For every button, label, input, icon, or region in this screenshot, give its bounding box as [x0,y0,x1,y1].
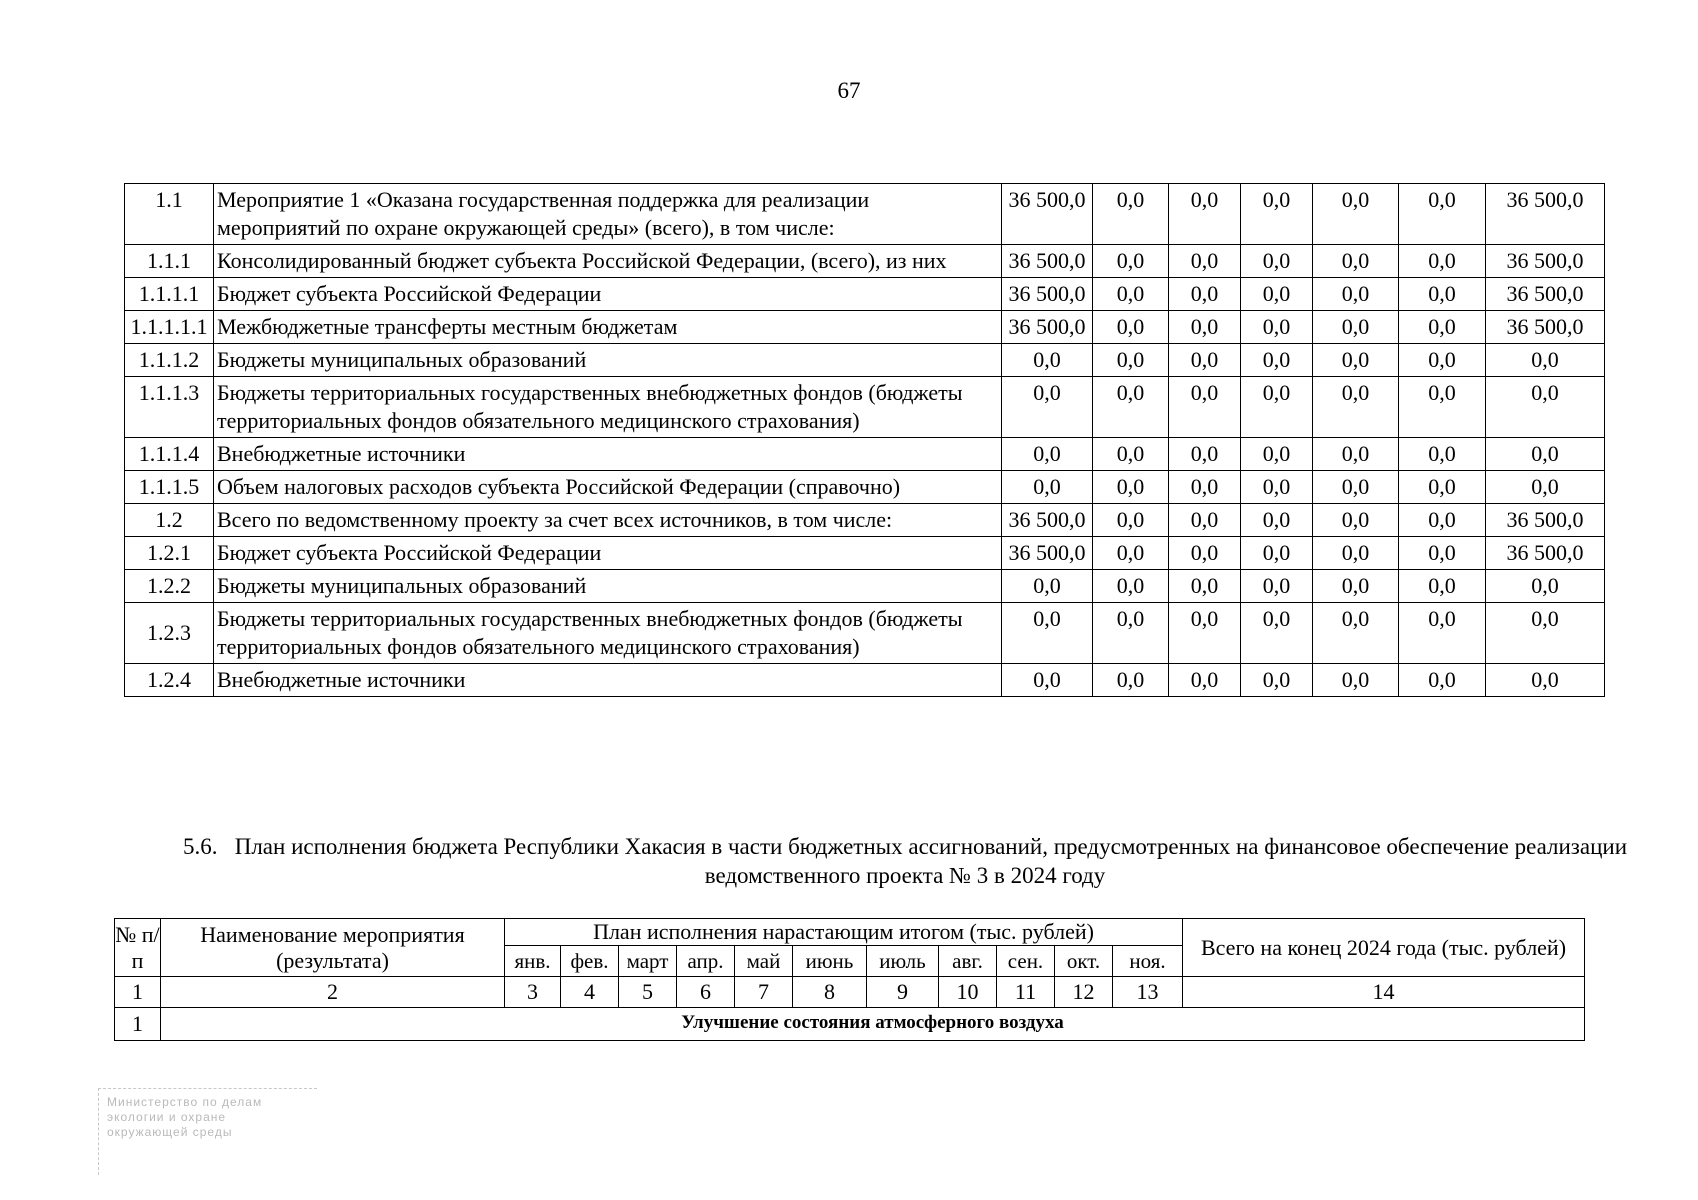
month-header: март [619,946,677,977]
row-name: Бюджет субъекта Российской Федерации [214,537,1002,570]
row-value: 0,0 [1313,184,1399,245]
section-row-number: 1 [115,1008,161,1041]
row-name: Объем налоговых расходов субъекта Российской Федерации (справочно) [214,471,1002,504]
row-value: 0,0 [1002,471,1093,504]
row-name: Консолидированный бюджет субъекта Российской Федерации, (всего), из них [214,245,1002,278]
row-value: 36 500,0 [1486,245,1605,278]
row-value: 0,0 [1313,278,1399,311]
month-header: окт. [1055,946,1113,977]
row-number: 1.2.4 [125,664,214,697]
column-index: 6 [677,977,735,1008]
row-value: 0,0 [1093,278,1169,311]
row-value: 0,0 [1169,570,1241,603]
row-name: Бюджеты муниципальных образований [214,570,1002,603]
row-value: 36 500,0 [1002,278,1093,311]
row-value: 36 500,0 [1486,278,1605,311]
section-title: План исполнения бюджета Республики Хакасия в части бюджетных ассигнований, предусмотренных на финансовое обеспечение реализации ведомственного проекта № 3 в 2024 году [234,834,1628,888]
table-row [125,278,1605,311]
stamp-line: экологии и охране [107,1110,227,1124]
month-header: май [735,946,793,977]
row-value: 0,0 [1486,570,1605,603]
row-value: 0,0 [1241,537,1313,570]
section-row-title: Улучшение состояния атмосферного воздуха [161,1008,1585,1041]
row-value: 36 500,0 [1486,184,1605,245]
row-value: 0,0 [1313,603,1399,664]
column-index: 13 [1113,977,1183,1008]
section-number: 5.6. [182,834,218,859]
row-value: 0,0 [1399,664,1486,697]
table-row [125,438,1605,471]
row-value: 0,0 [1093,603,1169,664]
column-index: 7 [735,977,793,1008]
row-number: 1.1.1.3 [125,377,214,438]
row-value: 0,0 [1241,570,1313,603]
row-value: 0,0 [1399,311,1486,344]
row-value: 0,0 [1093,311,1169,344]
row-name: Бюджеты территориальных государственных внебюджетных фондов (бюджеты территориальных фондов обязательного медицинского страхования) [214,603,1002,664]
column-index: 10 [939,977,997,1008]
month-header: ноя. [1113,946,1183,977]
row-value: 0,0 [1241,344,1313,377]
row-value: 0,0 [1169,245,1241,278]
row-number: 1.2.1 [125,537,214,570]
column-index: 5 [619,977,677,1008]
table-row [125,344,1605,377]
column-index: 8 [793,977,867,1008]
funding-table [124,183,1605,697]
row-number: 1.1.1.1 [125,278,214,311]
row-value: 0,0 [1313,664,1399,697]
stamp-line: Министерство по делам [107,1095,263,1109]
row-value: 0,0 [1399,537,1486,570]
row-value: 0,0 [1399,245,1486,278]
row-value: 0,0 [1486,664,1605,697]
row-value: 0,0 [1313,537,1399,570]
row-value: 0,0 [1399,570,1486,603]
row-value: 0,0 [1002,438,1093,471]
row-value: 0,0 [1399,184,1486,245]
row-number: 1.1 [125,184,214,245]
column-index: 2 [161,977,505,1008]
row-value: 0,0 [1002,344,1093,377]
header-row [115,919,1585,946]
section-heading [180,832,1630,890]
row-value: 0,0 [1399,438,1486,471]
row-value: 0,0 [1169,377,1241,438]
column-index: 9 [867,977,939,1008]
month-header: июль [867,946,939,977]
row-value: 0,0 [1093,570,1169,603]
row-value: 0,0 [1241,664,1313,697]
row-value: 0,0 [1093,245,1169,278]
row-name: Всего по ведомственному проекту за счет всех источников, в том числе: [214,504,1002,537]
row-value: 36 500,0 [1002,311,1093,344]
table-row [125,245,1605,278]
row-value: 0,0 [1169,471,1241,504]
table-row [125,603,1605,664]
row-value: 0,0 [1313,438,1399,471]
table-row [125,377,1605,438]
column-index: 14 [1183,977,1585,1008]
section-row [115,1008,1585,1041]
faded-stamp [98,1088,317,1175]
row-value: 0,0 [1399,471,1486,504]
row-number: 1.1.1.5 [125,471,214,504]
row-number: 1.2.2 [125,570,214,603]
row-name: Бюджеты муниципальных образований [214,344,1002,377]
row-number: 1.1.1.1.1 [125,311,214,344]
row-value: 0,0 [1486,471,1605,504]
row-value: 0,0 [1093,438,1169,471]
column-index: 3 [505,977,561,1008]
row-value: 0,0 [1169,278,1241,311]
row-value: 0,0 [1169,664,1241,697]
column-index: 4 [561,977,619,1008]
row-number: 1.2.3 [125,603,214,664]
header-total: Всего на конец 2024 года (тыс. рублей) [1183,919,1585,977]
page-number: 67 [837,78,861,103]
month-header: июнь [793,946,867,977]
table-row [125,664,1605,697]
row-value: 0,0 [1399,603,1486,664]
row-value: 0,0 [1093,344,1169,377]
table-row [125,184,1605,245]
row-value: 0,0 [1313,570,1399,603]
row-value: 0,0 [1399,278,1486,311]
row-value: 0,0 [1313,311,1399,344]
row-value: 0,0 [1241,311,1313,344]
row-value: 0,0 [1399,504,1486,537]
table-row [125,471,1605,504]
row-value: 0,0 [1486,438,1605,471]
row-value: 36 500,0 [1002,245,1093,278]
month-header: янв. [505,946,561,977]
row-value: 0,0 [1093,184,1169,245]
row-value: 36 500,0 [1002,504,1093,537]
column-index: 1 [115,977,161,1008]
row-value: 0,0 [1093,504,1169,537]
column-index-row [115,977,1585,1008]
row-number: 1.2 [125,504,214,537]
row-value: 0,0 [1399,377,1486,438]
month-header: апр. [677,946,735,977]
row-value: 0,0 [1093,537,1169,570]
row-value: 0,0 [1093,664,1169,697]
row-value: 36 500,0 [1002,184,1093,245]
row-value: 0,0 [1002,603,1093,664]
row-value: 0,0 [1313,377,1399,438]
row-value: 0,0 [1241,245,1313,278]
row-value: 0,0 [1169,344,1241,377]
row-value: 0,0 [1093,471,1169,504]
row-value: 0,0 [1002,377,1093,438]
table-row [125,311,1605,344]
row-value: 0,0 [1169,504,1241,537]
row-value: 36 500,0 [1486,311,1605,344]
row-name: Бюджет субъекта Российской Федерации [214,278,1002,311]
row-value: 0,0 [1169,537,1241,570]
row-value: 36 500,0 [1002,537,1093,570]
row-value: 0,0 [1486,344,1605,377]
month-header: сен. [997,946,1055,977]
row-value: 0,0 [1169,603,1241,664]
row-number: 1.1.1 [125,245,214,278]
row-name: Внебюджетные источники [214,664,1002,697]
row-value: 36 500,0 [1486,504,1605,537]
row-value: 0,0 [1241,504,1313,537]
row-value: 0,0 [1313,344,1399,377]
row-value: 0,0 [1241,603,1313,664]
row-value: 0,0 [1241,438,1313,471]
row-value: 0,0 [1313,245,1399,278]
month-header: фев. [561,946,619,977]
row-number: 1.1.1.2 [125,344,214,377]
row-value: 0,0 [1169,184,1241,245]
row-number: 1.1.1.4 [125,438,214,471]
row-value: 0,0 [1486,377,1605,438]
header-number: № п/п [115,919,161,977]
row-value: 36 500,0 [1486,537,1605,570]
table-row [125,570,1605,603]
row-value: 0,0 [1241,471,1313,504]
row-value: 0,0 [1002,570,1093,603]
row-value: 0,0 [1002,664,1093,697]
row-name: Межбюджетные трансферты местным бюджетам [214,311,1002,344]
funding-table-body [125,184,1605,697]
row-value: 0,0 [1399,344,1486,377]
row-value: 0,0 [1486,603,1605,664]
row-value: 0,0 [1169,311,1241,344]
row-value: 0,0 [1169,438,1241,471]
row-value: 0,0 [1093,377,1169,438]
header-name: Наименование мероприятия (результата) [161,919,505,977]
month-header: авг. [939,946,997,977]
row-name: Внебюджетные источники [214,438,1002,471]
row-name: Мероприятие 1 «Оказана государственная поддержка для реализации мероприятий по охране окружающей среды» (всего), в том числе: [214,184,1002,245]
execution-plan-table [114,918,1585,1041]
row-name: Бюджеты территориальных государственных внебюджетных фондов (бюджеты территориальных фондов обязательного медицинского страхования) [214,377,1002,438]
column-index: 11 [997,977,1055,1008]
row-value: 0,0 [1313,471,1399,504]
stamp-line: окружающей среды [107,1125,233,1139]
row-value: 0,0 [1313,504,1399,537]
table-row [125,504,1605,537]
row-value: 0,0 [1241,184,1313,245]
header-plan: План исполнения нарастающим итогом (тыс. рублей) [505,919,1183,946]
table-row [125,537,1605,570]
column-index: 12 [1055,977,1113,1008]
row-value: 0,0 [1241,377,1313,438]
row-value: 0,0 [1241,278,1313,311]
